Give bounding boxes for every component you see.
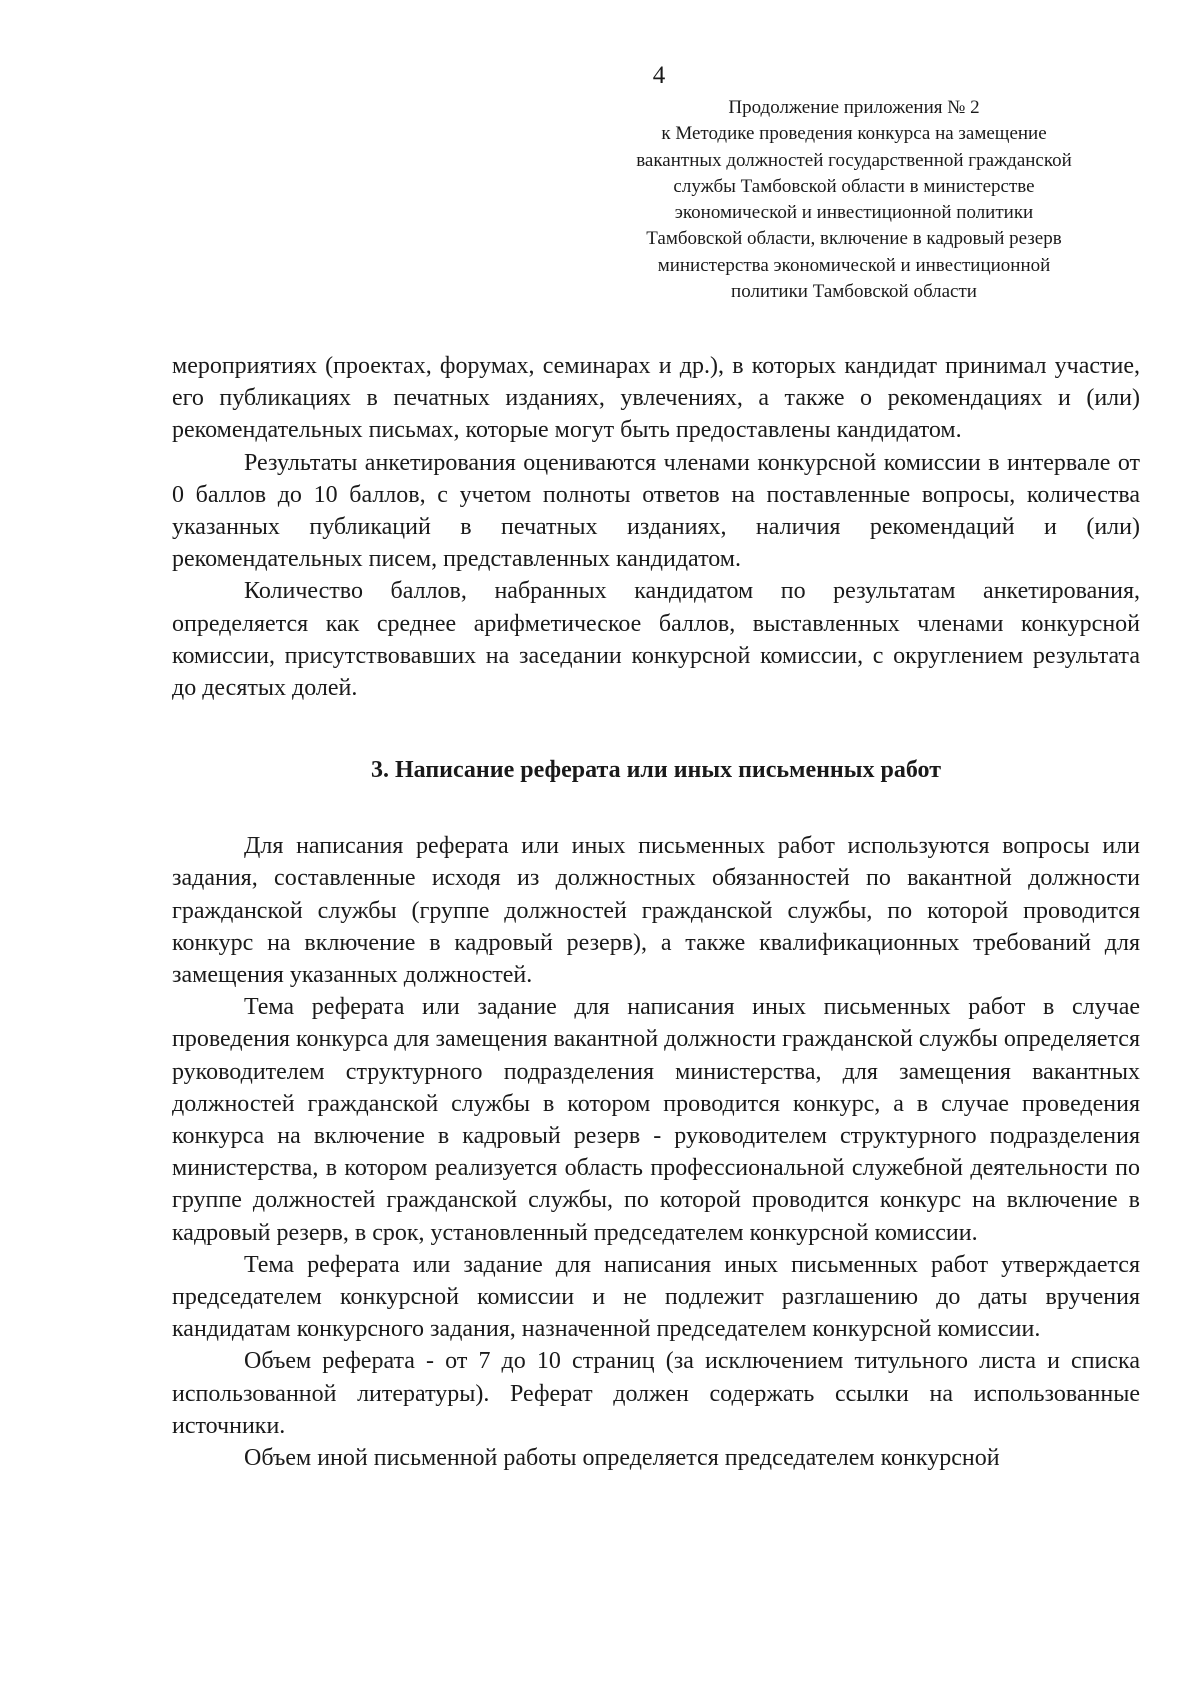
paragraph: Тема реферата или задание для написания иных письменных работ в случае проведения конкурса для замещения вакантной должности гражданской службы определяется руководителем структурного подразделения министерства, для замещения вакантных должностей гражданской службы в котором проводится конкурс, а в случае проведения конкурса на включение в кадровый резерв - руководителем структурного подразделения министерства, в котором реализуется область профессиональной служебной деятельности по группе должностей гражданской службы, по которой проводится конкурс на включение в кадровый резерв, в срок, установленный председателем конкурсной комиссии. xyxy=(172,994,1140,1246)
section-heading: 3. Написание реферата или иных письменных работ xyxy=(370,757,942,784)
annex-line: экономической и инвестиционной политики xyxy=(674,202,1034,224)
annex-line: к Методике проведения конкурса на замещение xyxy=(661,123,1047,145)
paragraph-continuation: мероприятиях (проектах, форумах, семинарах и др.), в которых кандидат принимал участие, его публикациях в печатных изданиях, увлечениях, а также о рекомендациях и (или) рекомендательных письмах, которые могут быть предоставлены кандидатом. xyxy=(172,353,1140,444)
document-body xyxy=(172,350,1140,1474)
paragraph: Результаты анкетирования оцениваются членами конкурсной комиссии в интервале от 0 баллов до 10 баллов, с учетом полноты ответов на поставленные вопросы, количества указанных публикаций в печатных изданиях, наличия рекомендаций и (или) рекомендательных писем, представленных кандидатом. xyxy=(172,449,1140,573)
page-number: 4 xyxy=(652,62,666,89)
annex-line: службы Тамбовской области в министерстве xyxy=(673,175,1035,197)
paragraph: Количество баллов, набранных кандидатом по результатам анкетирования, определяется как среднее арифметическое баллов, выставленных членами конкурсной комиссии, присутствовавших на заседании конкурсной комиссии, с округлением результата до десятых долей. xyxy=(172,578,1140,702)
annex-header xyxy=(560,95,1148,305)
paragraph-truncated: Объем иной письменной работы определяется председателем конкурсной xyxy=(244,1445,1000,1472)
paragraph: Объем реферата - от 7 до 10 страниц (за исключением титульного листа и списка использованной литературы). Реферат должен содержать ссылки на использованные источники. xyxy=(172,1348,1140,1439)
paragraph: Для написания реферата или иных письменных работ используются вопросы или задания, составленные исходя из должностных обязанностей по вакантной должности гражданской службы (группе должностей гражданской службы, по которой проводится конкурс на включение в кадровый резерв), а также квалификационных требований для замещения указанных должностей. xyxy=(172,833,1140,989)
annex-line: вакантных должностей государственной гражданской xyxy=(636,149,1072,171)
annex-line: Тамбовской области, включение в кадровый резерв xyxy=(646,228,1062,250)
annex-line: министерства экономической и инвестиционной xyxy=(657,254,1051,276)
annex-line: политики Тамбовской области xyxy=(731,281,977,303)
annex-line: Продолжение приложения № 2 xyxy=(728,97,980,118)
paragraph: Тема реферата или задание для написания иных письменных работ утверждается председателем конкурсной комиссии и не подлежит разглашению до даты вручения кандидатам конкурсного задания, назначенной председателем конкурсной комиссии. xyxy=(172,1251,1140,1343)
